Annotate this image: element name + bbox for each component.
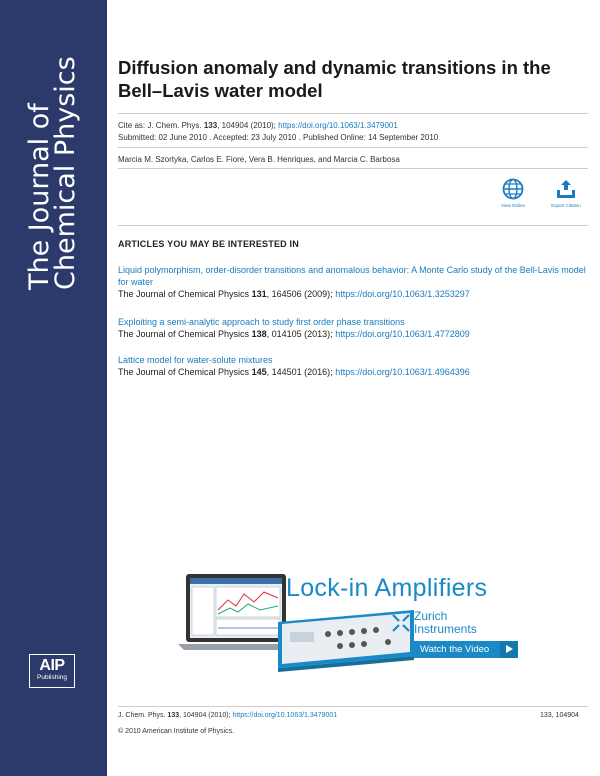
journal-title-line2: Chemical Physics (50, 56, 81, 290)
related-article-volume: 131 (251, 289, 267, 299)
related-article-citation (118, 328, 588, 340)
aip-logo-text: AIP (39, 657, 65, 674)
footer-citation (118, 712, 337, 719)
aip-publishing-logo[interactable] (29, 654, 75, 688)
related-article-doi-link[interactable]: https://doi.org/10.1063/1.4964396 (335, 367, 470, 377)
zurich-instruments-logo-icon (390, 612, 412, 634)
related-article-journal: The Journal of Chemical Physics (118, 329, 250, 339)
paper-title: Diffusion anomaly and dynamic transitions in the Bell–Lavis water model (118, 57, 551, 101)
related-article-rest: , 164506 (2009); (266, 289, 333, 299)
play-icon (500, 641, 518, 658)
footer-copyright: © 2010 American Institute of Physics. (118, 728, 235, 735)
related-article-journal: The Journal of Chemical Physics (118, 289, 250, 299)
actions-divider (118, 225, 588, 226)
related-articles-heading: ARTICLES YOU MAY BE INTERESTED IN (118, 239, 299, 249)
cite-rest: , 104904 (2010); (217, 121, 276, 130)
title-divider (118, 113, 588, 114)
globe-icon (502, 178, 524, 200)
related-article-doi-link[interactable]: https://doi.org/10.1063/1.3253297 (335, 289, 470, 299)
cite-prefix: Cite as: J. Chem. Phys. (118, 121, 202, 130)
related-article-rest: , 144501 (2016); (266, 367, 333, 377)
footer-doi-link[interactable]: https://doi.org/10.1063/1.3479001 (232, 712, 338, 719)
footer-divider (118, 706, 588, 707)
ad-brand-line2: Instruments (414, 622, 477, 636)
related-article (118, 264, 588, 300)
publication-dates: Submitted: 02 June 2010 . Accepted: 23 July 2010 . Published Online: 14 September 2010 (118, 133, 439, 142)
related-article-citation (118, 288, 588, 300)
footer-cite-rest: , 104904 (2010); (179, 712, 231, 719)
view-online-button[interactable] (493, 178, 533, 208)
journal-title (24, 30, 81, 290)
advertisement-banner[interactable] (178, 570, 530, 678)
journal-sidebar (0, 0, 107, 776)
watch-video-button[interactable] (414, 641, 518, 658)
related-article-doi-link[interactable]: https://doi.org/10.1063/1.4772809 (335, 329, 470, 339)
ad-brand (414, 610, 477, 636)
related-article (118, 316, 588, 340)
ad-brand-line1: Zurich (414, 609, 448, 623)
export-citation-button[interactable] (546, 178, 586, 208)
citation-line (118, 121, 398, 131)
cite-doi-link[interactable]: https://doi.org/10.1063/1.3479001 (278, 121, 398, 130)
authors: Marcia M. Szortyka, Carlos E. Fiore, Vera B. Henriques, and Marcia C. Barbosa (118, 155, 400, 164)
export-icon (555, 178, 577, 200)
footer-page-ref: 133, 104904 (540, 712, 579, 719)
dates-divider (118, 147, 588, 148)
related-article-citation (118, 366, 588, 378)
footer-cite-prefix: J. Chem. Phys. (118, 712, 166, 719)
related-article-title-link[interactable]: Exploiting a semi-analytic approach to study first order phase transitions (118, 317, 405, 327)
related-article-journal: The Journal of Chemical Physics (118, 367, 250, 377)
ad-headline: Lock-in Amplifiers (286, 574, 488, 602)
watch-video-label: Watch the Video (420, 644, 490, 655)
journal-title-line1: The Journal of (24, 103, 55, 290)
related-article-volume: 138 (251, 329, 267, 339)
related-article-volume: 145 (251, 367, 267, 377)
export-citation-label: Export Citation (551, 203, 581, 208)
authors-divider (118, 168, 588, 169)
related-article-title-link[interactable]: Liquid polymorphism, order-disorder transitions and anomalous behavior: A Monte Carlo study of the Bell-Lavis model for water (118, 265, 586, 287)
footer-cite-volume: 133 (167, 712, 180, 719)
related-article-title-link[interactable]: Lattice model for water-solute mixtures (118, 355, 273, 365)
aip-logo-subtext: Publishing (37, 674, 67, 681)
view-online-label: View Online (501, 203, 525, 208)
related-article (118, 354, 588, 378)
related-article-rest: , 014105 (2013); (266, 329, 333, 339)
cite-volume: 133 (203, 121, 218, 130)
